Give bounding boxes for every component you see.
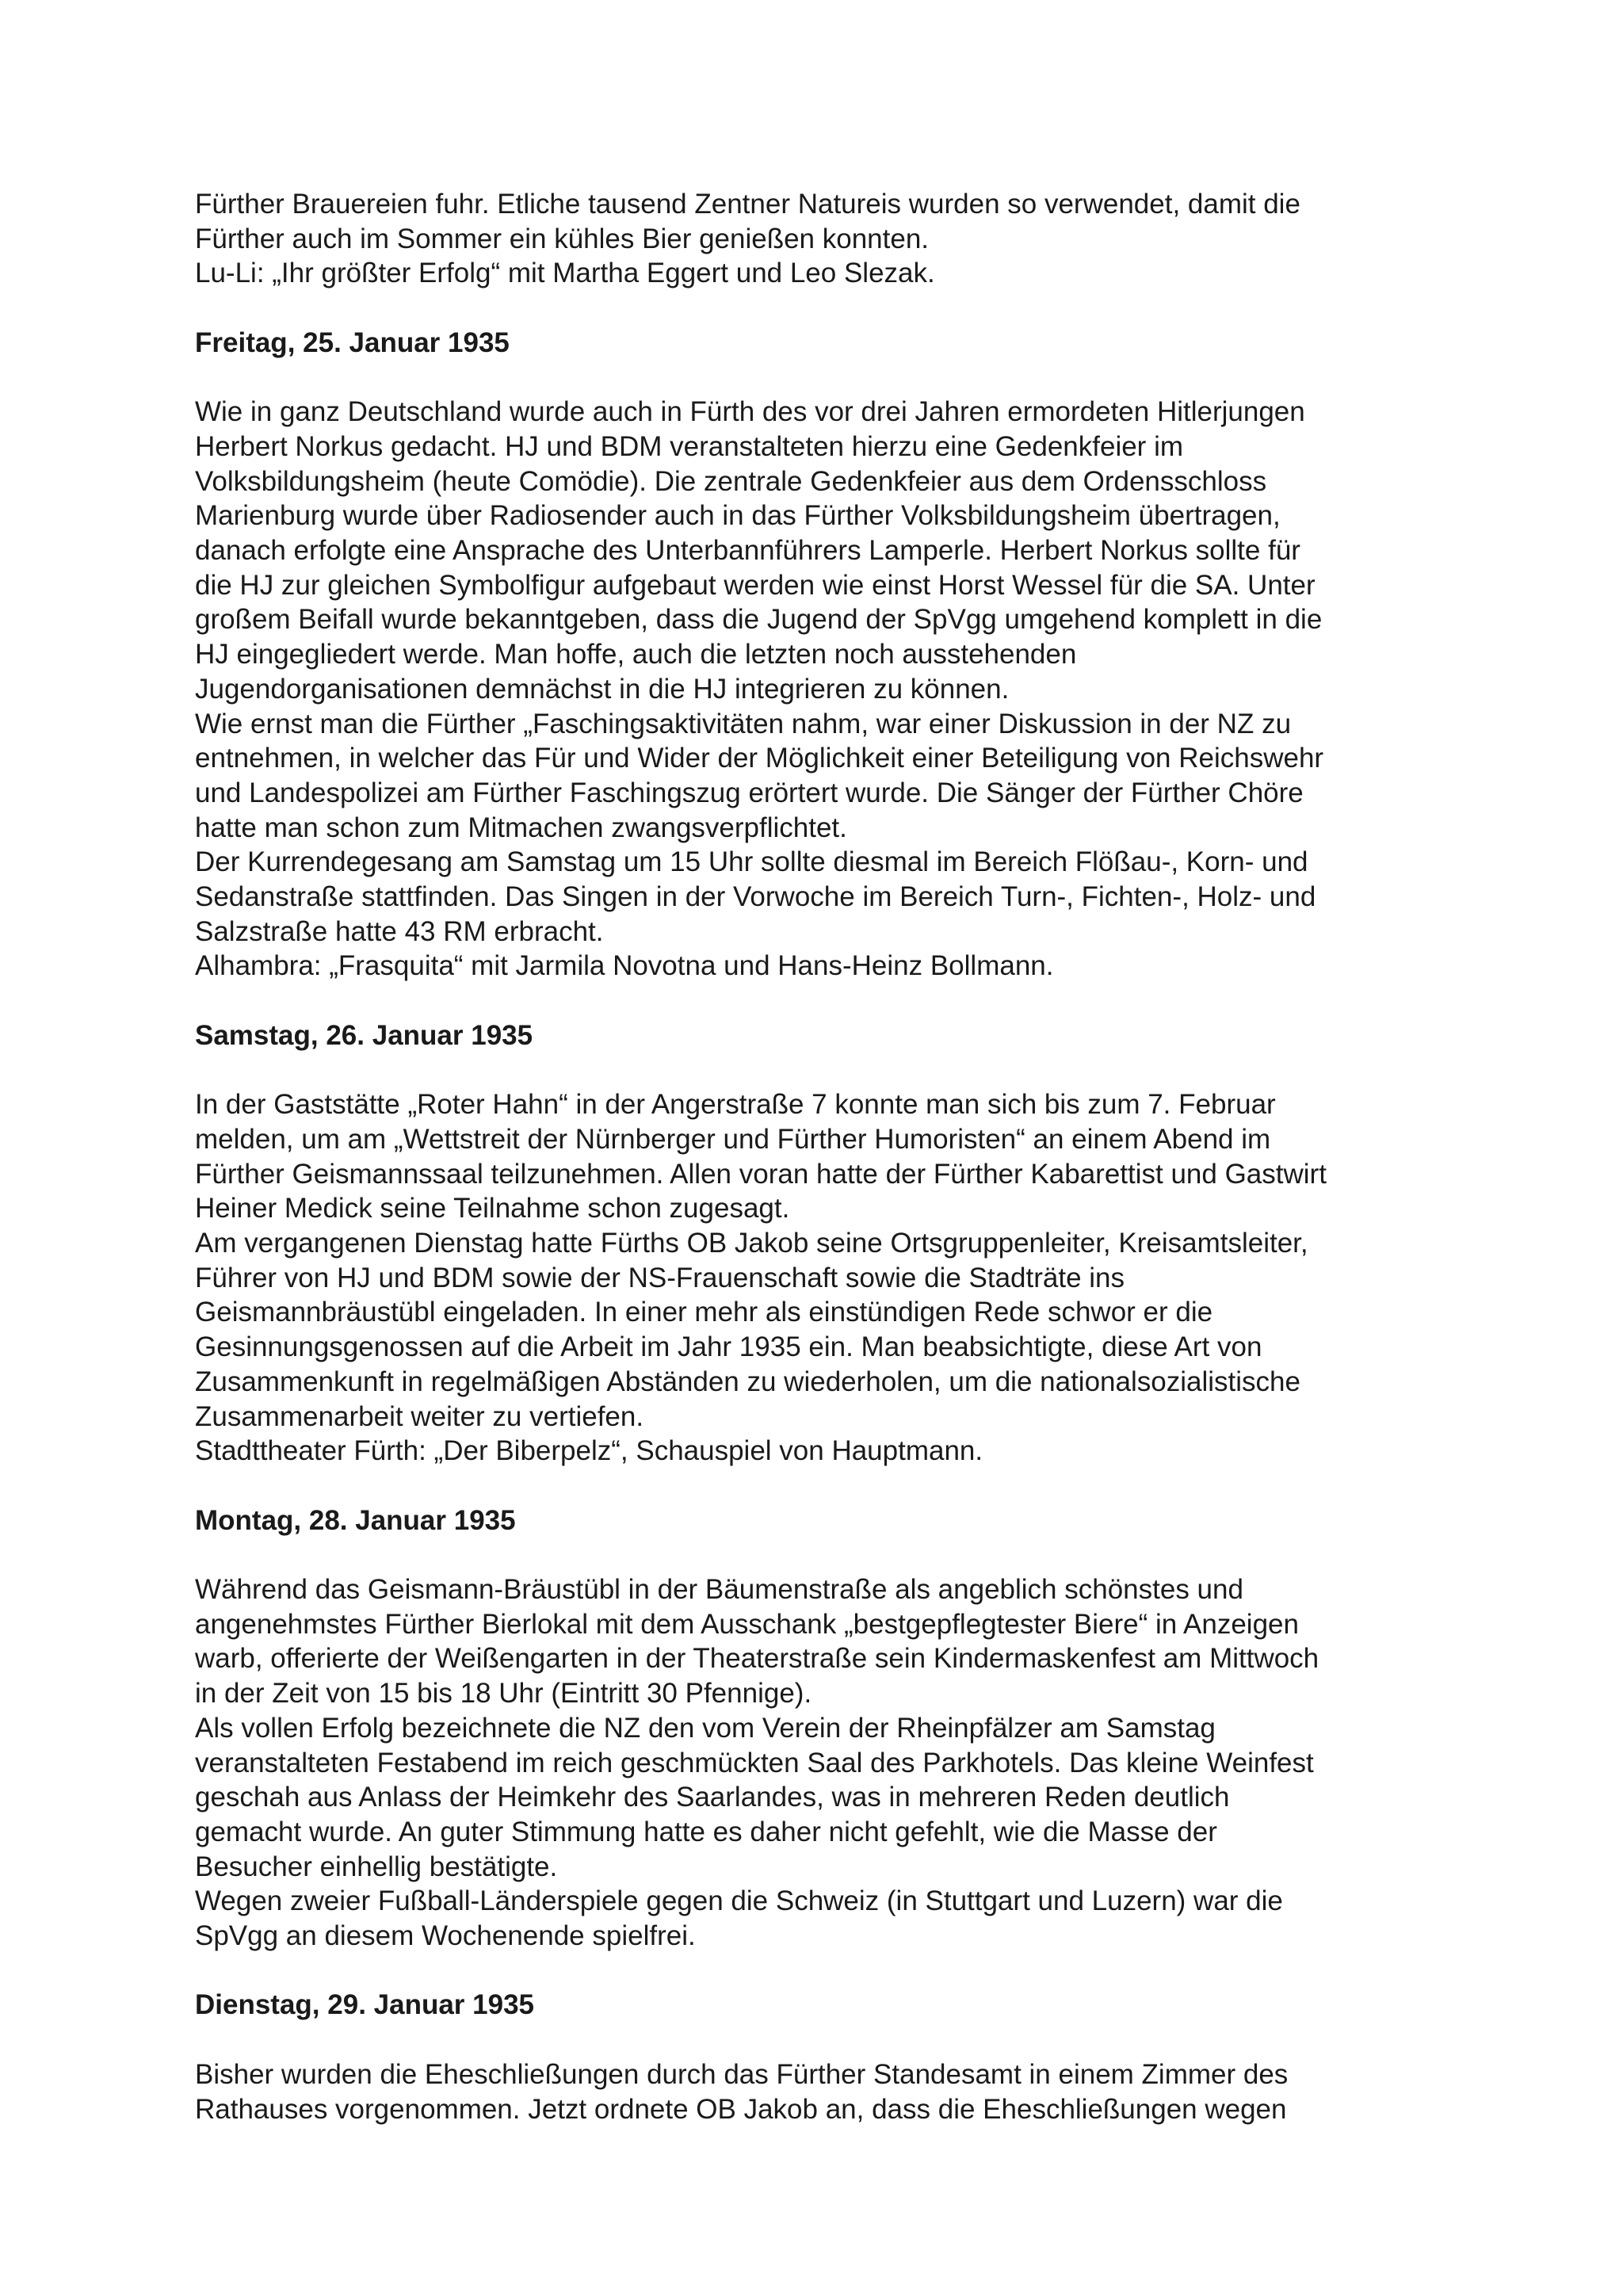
- section-spacer: [195, 984, 1431, 1018]
- text-line: Zusammenarbeit weiter zu vertiefen.: [195, 1400, 644, 1432]
- paragraph: [195, 949, 1431, 984]
- paragraph: [195, 256, 1431, 291]
- section-spacer: [195, 1954, 1431, 1988]
- text-line: großem Beifall wurde bekanntgeben, dass die Jugend der SpVgg umgehend komplett in die: [195, 604, 1323, 636]
- text-line: warb, offerierte der Weißengarten in der Theaterstraße sein Kindermaskenfest am Mittwoch: [195, 1643, 1319, 1675]
- text-line: Wegen zweier Fußball-Länderspiele gegen die Schweiz (in Stuttgart und Luzern) war die: [195, 1885, 1283, 1917]
- text-line: Geismannbräustübl eingeladen. In einer mehr als einstündigen Rede schwor er die: [195, 1297, 1213, 1328]
- heading-spacer: [195, 1538, 1431, 1572]
- paragraph: [195, 1434, 1431, 1469]
- heading-spacer: [195, 361, 1431, 395]
- day-section: [195, 187, 1431, 291]
- date-heading: Samstag, 26. Januar 1935: [195, 1019, 533, 1051]
- text-line: Lu-Li: „Ihr größter Erfolg“ mit Martha Eggert und Leo Slezak.: [195, 258, 935, 289]
- text-line: Sedanstraße stattfinden. Das Singen in der Vorwoche im Bereich Turn-, Fichten-, Holz- und: [195, 881, 1316, 913]
- paragraph: [195, 395, 1431, 706]
- text-line: die HJ zur gleichen Symbolfigur aufgebaut werden wie einst Horst Wessel für die SA. Unter: [195, 569, 1316, 601]
- text-line: veranstalteten Festabend im reich geschmückten Saal des Parkhotels. Das kleine Weinfest: [195, 1747, 1314, 1778]
- paragraph: [195, 1226, 1431, 1434]
- text-line: Salzstraße hatte 43 RM erbracht.: [195, 915, 604, 947]
- heading-spacer: [195, 2023, 1431, 2057]
- text-line: hatte man schon zum Mitmachen zwangsverpflichtet.: [195, 812, 847, 843]
- text-line: angenehmstes Fürther Bierlokal mit dem Ausschank „bestgepflegtester Biere“ in Anzeigen: [195, 1608, 1299, 1640]
- text-line: Am vergangenen Dienstag hatte Fürths OB Jakob seine Ortsgruppenleiter, Kreisamtsleiter,: [195, 1228, 1308, 1259]
- text-line: Als vollen Erfolg bezeichnete die NZ den vom Verein der Rheinpfälzer am Samstag: [195, 1712, 1216, 1744]
- paragraph: [195, 1572, 1431, 1711]
- text-line: Wie in ganz Deutschland wurde auch in Fürth des vor drei Jahren ermordeten Hitlerjungen: [195, 396, 1305, 428]
- text-line: In der Gaststätte „Roter Hahn“ in der Angerstraße 7 konnte man sich bis zum 7. Februar: [195, 1089, 1276, 1121]
- text-line: Herbert Norkus gedacht. HJ und BDM veranstalteten hierzu eine Gedenkfeier im: [195, 430, 1183, 462]
- text-line: Fürther Geismannssaal teilzunehmen. Allen voran hatte der Fürther Kabarettist und Gastwirt: [195, 1158, 1327, 1190]
- text-line: und Landespolizei am Fürther Faschingszug erörtert wurde. Die Sänger der Fürther Chöre: [195, 777, 1304, 808]
- text-line: entnehmen, in welcher das Für und Wider der Möglichkeit einer Beteiligung von Reichswehr: [195, 743, 1324, 774]
- text-line: Volksbildungsheim (heute Comödie). Die zentrale Gedenkfeier aus dem Ordensschloss: [195, 465, 1267, 497]
- day-section: [195, 1469, 1431, 1954]
- text-line: Besucher einhellig bestätigte.: [195, 1851, 558, 1882]
- text-line: Während das Geismann-Bräustübl in der Bäumenstraße als angeblich schönstes und: [195, 1574, 1243, 1606]
- text-line: Gesinnungsgenossen auf die Arbeit im Jahr 1935 ein. Man beabsichtigte, diese Art von: [195, 1331, 1262, 1363]
- text-line: Fürther auch im Sommer ein kühles Bier genießen konnten.: [195, 223, 930, 254]
- day-section: [195, 984, 1431, 1469]
- heading-spacer: [195, 1053, 1431, 1088]
- paragraph: [195, 1087, 1431, 1226]
- date-heading: Freitag, 25. Januar 1935: [195, 327, 510, 358]
- text-line: in der Zeit von 15 bis 18 Uhr (Eintritt 30 Pfennige).: [195, 1678, 812, 1710]
- text-line: melden, um am „Wettstreit der Nürnberger und Fürther Humoristen“ an einem Abend im: [195, 1123, 1271, 1155]
- section-spacer: [195, 291, 1431, 326]
- paragraph: [195, 1711, 1431, 1885]
- text-line: Zusammenkunft in regelmäßigen Abständen zu wiederholen, um die nationalsozialistische: [195, 1366, 1300, 1397]
- text-line: SpVgg an diesem Wochenende spielfrei.: [195, 1920, 696, 1952]
- text-line: Führer von HJ und BDM sowie der NS-Frauenschaft sowie die Stadträte ins: [195, 1262, 1125, 1293]
- text-line: Alhambra: „Frasquita“ mit Jarmila Novotna und Hans-Heinz Bollmann.: [195, 950, 1054, 982]
- paragraph: [195, 1884, 1431, 1953]
- day-section: [195, 1954, 1431, 2126]
- text-line: Wie ernst man die Fürther „Faschingsaktivitäten nahm, war einer Diskussion in der NZ zu: [195, 708, 1292, 739]
- paragraph: [195, 187, 1431, 256]
- text-line: danach erfolgte eine Ansprache des Unterbannführers Lamperle. Herbert Norkus sollte für: [195, 535, 1300, 566]
- text-line: Der Kurrendegesang am Samstag um 15 Uhr sollte diesmal im Bereich Flößau-, Korn- und: [195, 846, 1308, 878]
- text-line: Fürther Brauereien fuhr. Etliche tausend Zentner Natureis wurden so verwendet, damit die: [195, 189, 1300, 220]
- text-line: Marienburg wurde über Radiosender auch in das Fürther Volksbildungsheim übertragen,: [195, 500, 1281, 532]
- text-line: geschah aus Anlass der Heimkehr des Saarlandes, was in mehreren Reden deutlich: [195, 1782, 1230, 1813]
- paragraph: [195, 2057, 1431, 2126]
- paragraph: [195, 845, 1431, 949]
- text-line: Rathauses vorgenommen. Jetzt ordnete OB Jakob an, dass die Eheschließungen wegen: [195, 2093, 1287, 2125]
- text-line: gemacht wurde. An guter Stimmung hatte es daher nicht gefehlt, wie die Masse der: [195, 1816, 1217, 1847]
- text-line: Heiner Medick seine Teilnahme schon zugesagt.: [195, 1193, 790, 1224]
- text-line: Stadttheater Fürth: „Der Biberpelz“, Schauspiel von Hauptmann.: [195, 1435, 983, 1467]
- date-heading: Dienstag, 29. Januar 1935: [195, 1989, 534, 2021]
- text-line: HJ eingegliedert werde. Man hoffe, auch die letzten noch ausstehenden: [195, 639, 1077, 670]
- day-section: [195, 291, 1431, 984]
- text-line: Jugendorganisationen demnächst in die HJ integrieren zu können.: [195, 673, 1010, 705]
- paragraph: [195, 707, 1431, 846]
- date-heading: Montag, 28. Januar 1935: [195, 1504, 516, 1536]
- text-line: Bisher wurden die Eheschließungen durch das Fürther Standesamt in einem Zimmer des: [195, 2058, 1289, 2090]
- section-spacer: [195, 1469, 1431, 1503]
- document-body: [195, 187, 1431, 2126]
